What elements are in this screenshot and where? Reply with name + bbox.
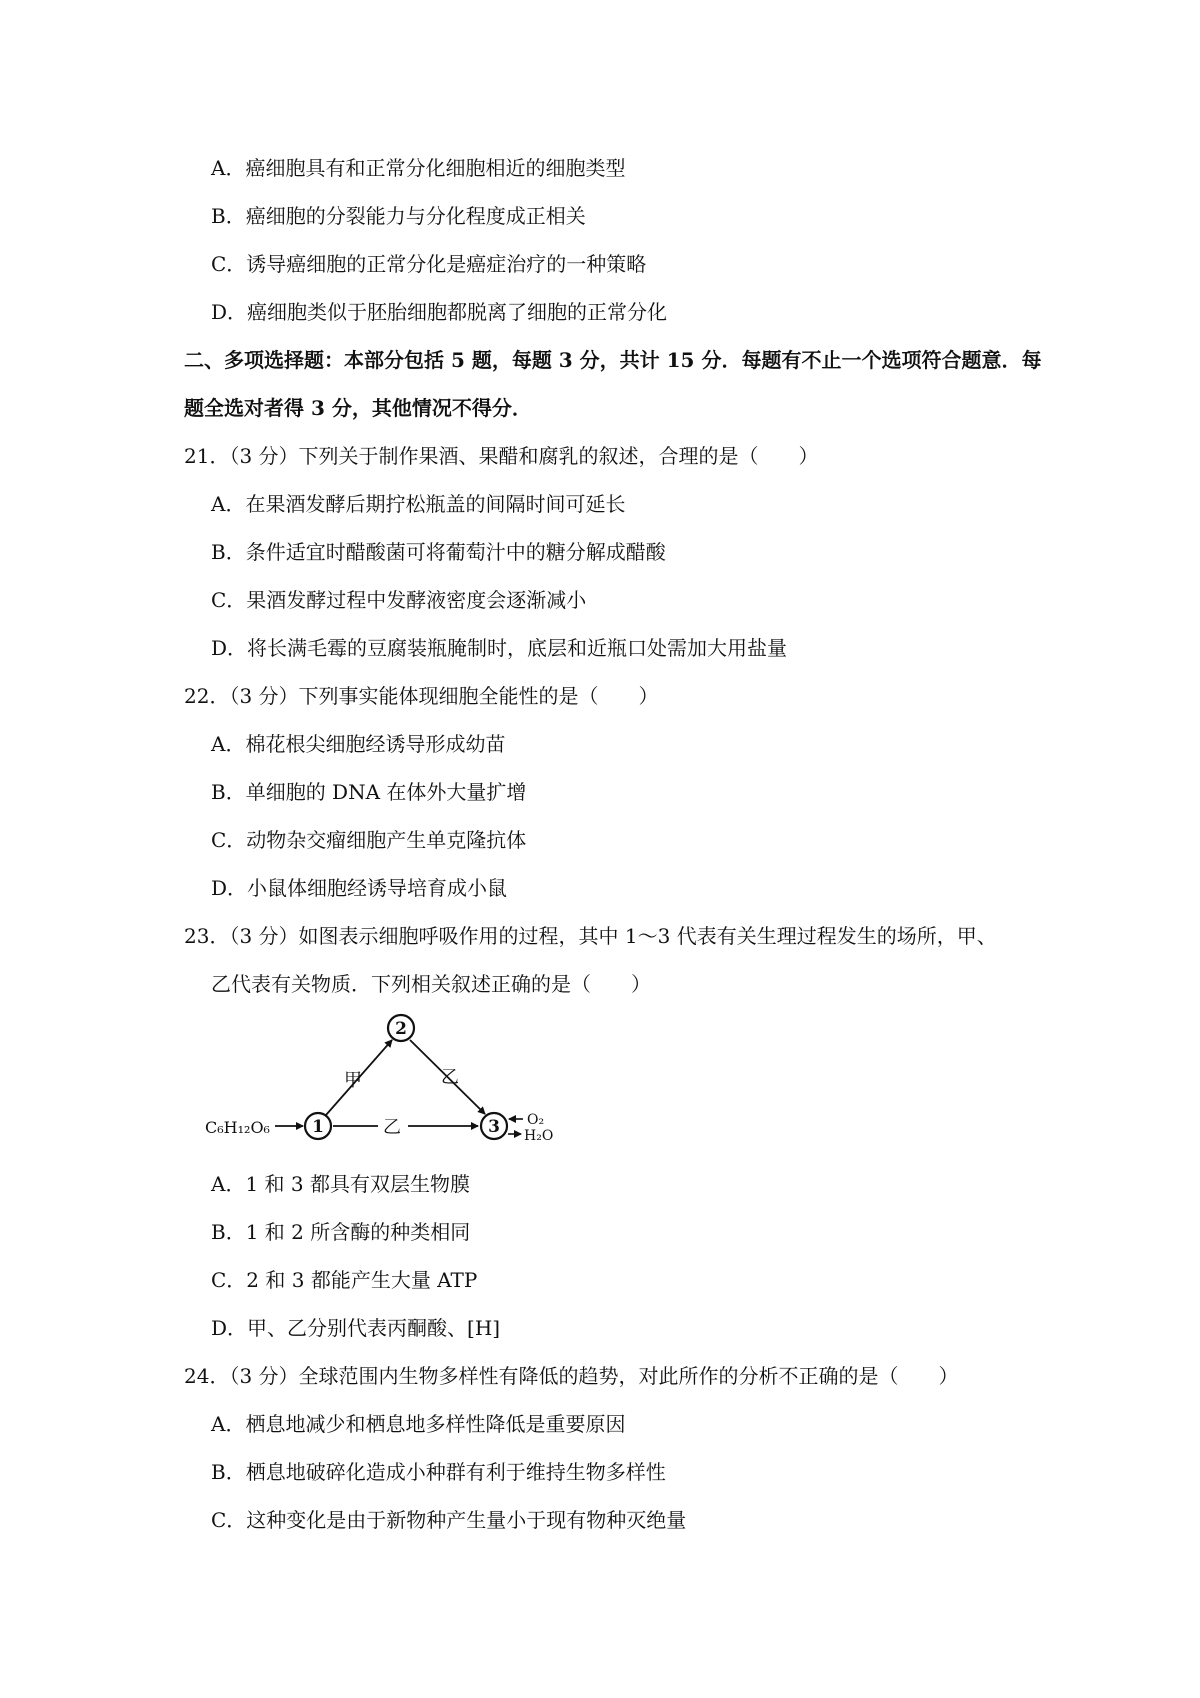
respiration-diagram [205,1010,575,1160]
prev-option-b: B．癌细胞的分裂能力与分化程度成正相关 [211,204,586,228]
node-3 [481,1113,507,1139]
input-glucose-label: C₆H₁₂O₆ [205,1118,270,1137]
question-24-stem: 24．（3 分）全球范围内生物多样性有降低的趋势，对此所作的分析不正确的是（ ） [184,1364,959,1388]
question-23-option-c: C．2 和 3 都能产生大量 ATP [211,1268,478,1292]
prev-option-c: C．诱导癌细胞的正常分化是癌症治疗的一种策略 [211,252,647,276]
label-yi-top: 乙 [441,1067,459,1088]
section-header-line2: 题全选对者得 3 分，其他情况不得分． [184,396,532,420]
prev-option-d: D．癌细胞类似于胚胎细胞都脱离了细胞的正常分化 [211,300,668,324]
question-23-stem-continued: 乙代表有关物质．下列相关叙述正确的是（ ） [211,972,651,996]
section-header-line1: 二、多项选择题：本部分包括 5 题，每题 3 分，共计 15 分．每题有不止一个选项符合题意．每 [184,348,1042,372]
question-21-option-c: C．果酒发酵过程中发酵液密度会逐渐减小 [211,588,587,612]
question-23-option-a: A．1 和 3 都具有双层生物膜 [211,1172,470,1196]
label-h2o: H₂O [524,1128,554,1144]
question-22-option-d: D．小鼠体细胞经诱导培育成小鼠 [211,876,508,900]
question-24-option-c: C．这种变化是由于新物种产生量小于现有物种灭绝量 [211,1508,687,1532]
question-24-option-a: A．栖息地减少和栖息地多样性降低是重要原因 [211,1412,626,1436]
label-o2: O₂ [527,1112,545,1128]
prev-option-a: A．癌细胞具有和正常分化细胞相近的细胞类型 [211,156,626,180]
question-21-stem: 21．（3 分）下列关于制作果酒、果醋和腐乳的叙述，合理的是（ ） [184,444,819,468]
svg-text:1: 1 [312,1117,324,1137]
node-1 [305,1113,331,1139]
question-22-option-c: C．动物杂交瘤细胞产生单克隆抗体 [211,828,527,852]
label-jia: 甲 [344,1070,362,1091]
question-22-option-b: B．单细胞的 DNA 在体外大量扩增 [211,780,527,804]
question-22-option-a: A．棉花根尖细胞经诱导形成幼苗 [211,732,506,756]
question-22-stem: 22．（3 分）下列事实能体现细胞全能性的是（ ） [184,684,659,708]
question-23-option-d: D．甲、乙分别代表丙酮酸、[H] [211,1316,501,1340]
question-21-option-d: D．将长满毛霉的豆腐装瓶腌制时，底层和近瓶口处需加大用盐量 [211,636,788,660]
question-23-stem: 23．（3 分）如图表示细胞呼吸作用的过程，其中 1～3 代表有关生理过程发生的场所，甲、 [184,924,997,948]
label-yi-bottom: 乙 [383,1117,401,1138]
svg-text:2: 2 [395,1019,407,1039]
node-2 [388,1015,414,1041]
question-24-option-b: B．栖息地破碎化造成小种群有利于维持生物多样性 [211,1460,666,1484]
question-21-option-b: B．条件适宜时醋酸菌可将葡萄汁中的糖分解成醋酸 [211,540,666,564]
question-23-option-b: B．1 和 2 所含酶的种类相同 [211,1220,471,1244]
svg-text:3: 3 [488,1117,500,1137]
question-21-option-a: A．在果酒发酵后期拧松瓶盖的间隔时间可延长 [211,492,626,516]
